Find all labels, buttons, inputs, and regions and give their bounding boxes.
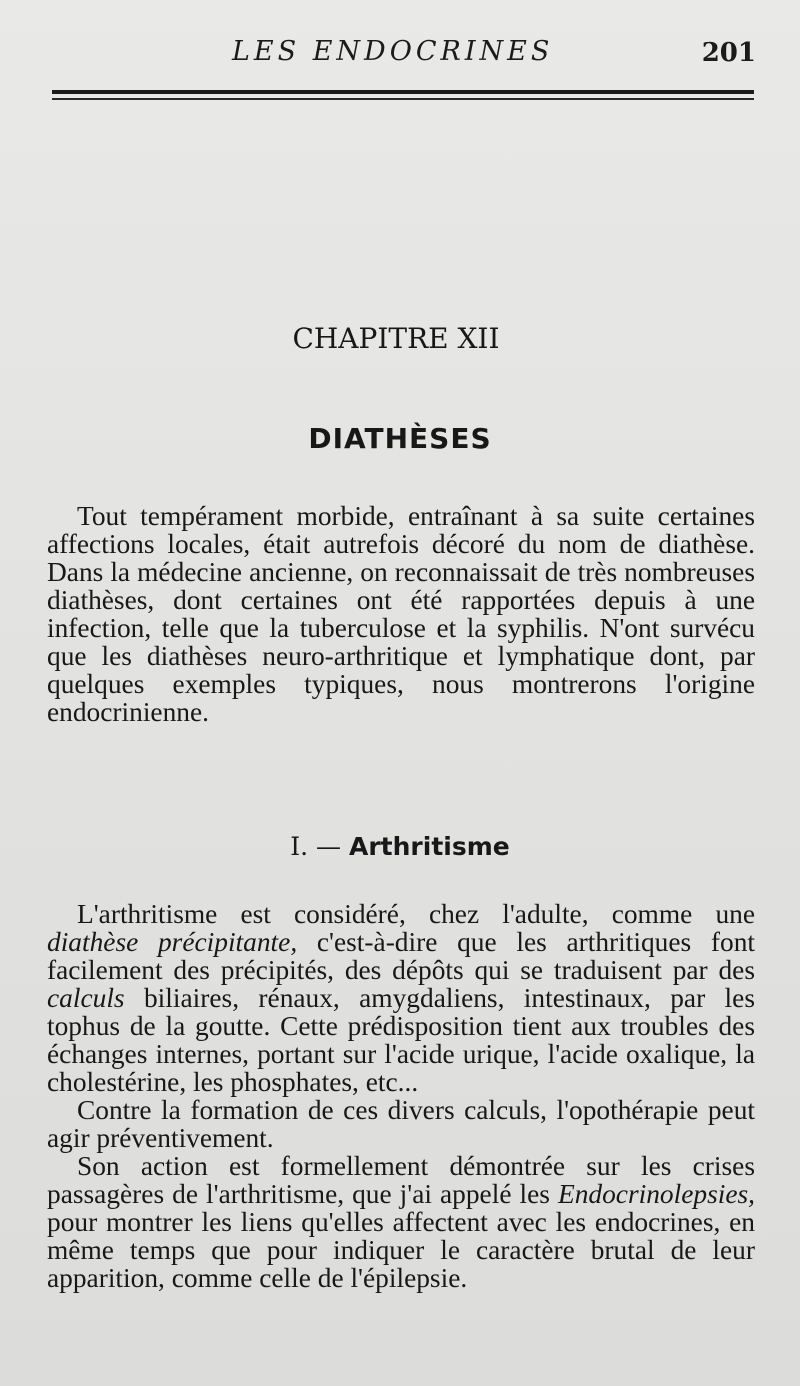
- chapter-label: [0, 322, 800, 355]
- chapter-title-text: DIATHÈSES: [308, 422, 492, 455]
- running-title: LES ENDOCRINES: [232, 36, 554, 67]
- p1-text-a: L'arthritisme est considéré, chez l'adulte, comme une: [77, 899, 755, 929]
- p3-text-a: Son action est formellement démontrée sur les crises passagères de l'arthritisme, que j'ai appelé les: [47, 1151, 755, 1209]
- header-rule-thick: [52, 90, 754, 94]
- header-rule-thin: [52, 98, 754, 100]
- section-paragraph-3: [47, 1152, 755, 1292]
- section-body: [47, 900, 755, 1292]
- intro-paragraph: Tout tempérament morbide, entraînant à sa suite certaines affections locales, était autrefois décoré du nom de diathèse. Dans la médecine ancienne, on reconnaissait de très nombreuses diathèses, dont certaines ont été rapportées depuis à une infection, telle que la tuberculose et la syphilis. N'ont survécu que les diathèses neuro-arthritique et lymphatique dont, par quelques exemples typiques, nous montrerons l'origine endocrinienne.: [47, 501, 755, 727]
- section-heading: [0, 832, 800, 861]
- section-title: Arthritisme: [349, 832, 510, 861]
- intro-paragraph-block: [47, 502, 755, 726]
- p1-emphasis-a: diathèse précipitante,: [47, 927, 298, 957]
- section-paragraph-1: [47, 900, 755, 1096]
- p1-text-b: c'est-à-dire que les arthritiques font facilement des précipités, des dépôts qui se traduisent par des: [47, 927, 756, 985]
- p1-emphasis-b: calculs: [47, 983, 125, 1013]
- chapter-label-text: CHAPITRE XII: [292, 322, 500, 355]
- section-paragraph-2: Contre la formation de ces divers calculs, l'opothérapie peut agir préventivement.: [47, 1095, 755, 1153]
- p1-text-c: biliaires, rénaux, amygdaliens, intestinaux, par les tophus de la goutte. Cette prédisposition tient aux troubles des échanges internes, portant sur l'acide urique, l'acide oxalique, la cholestérine, les phosphates, etc...: [47, 983, 755, 1097]
- section-number: I. —: [290, 832, 342, 861]
- p3-emphasis: Endocrinolepsies,: [557, 1179, 755, 1209]
- p3-text-b: pour montrer les liens qu'elles affectent avec les endocrines, en même temps que pour indiquer le caractère brutal de leur apparition, comme celle de l'épilepsie.: [47, 1207, 755, 1293]
- chapter-title: [0, 422, 800, 455]
- page-number: 201: [701, 38, 756, 68]
- running-head: [0, 30, 800, 78]
